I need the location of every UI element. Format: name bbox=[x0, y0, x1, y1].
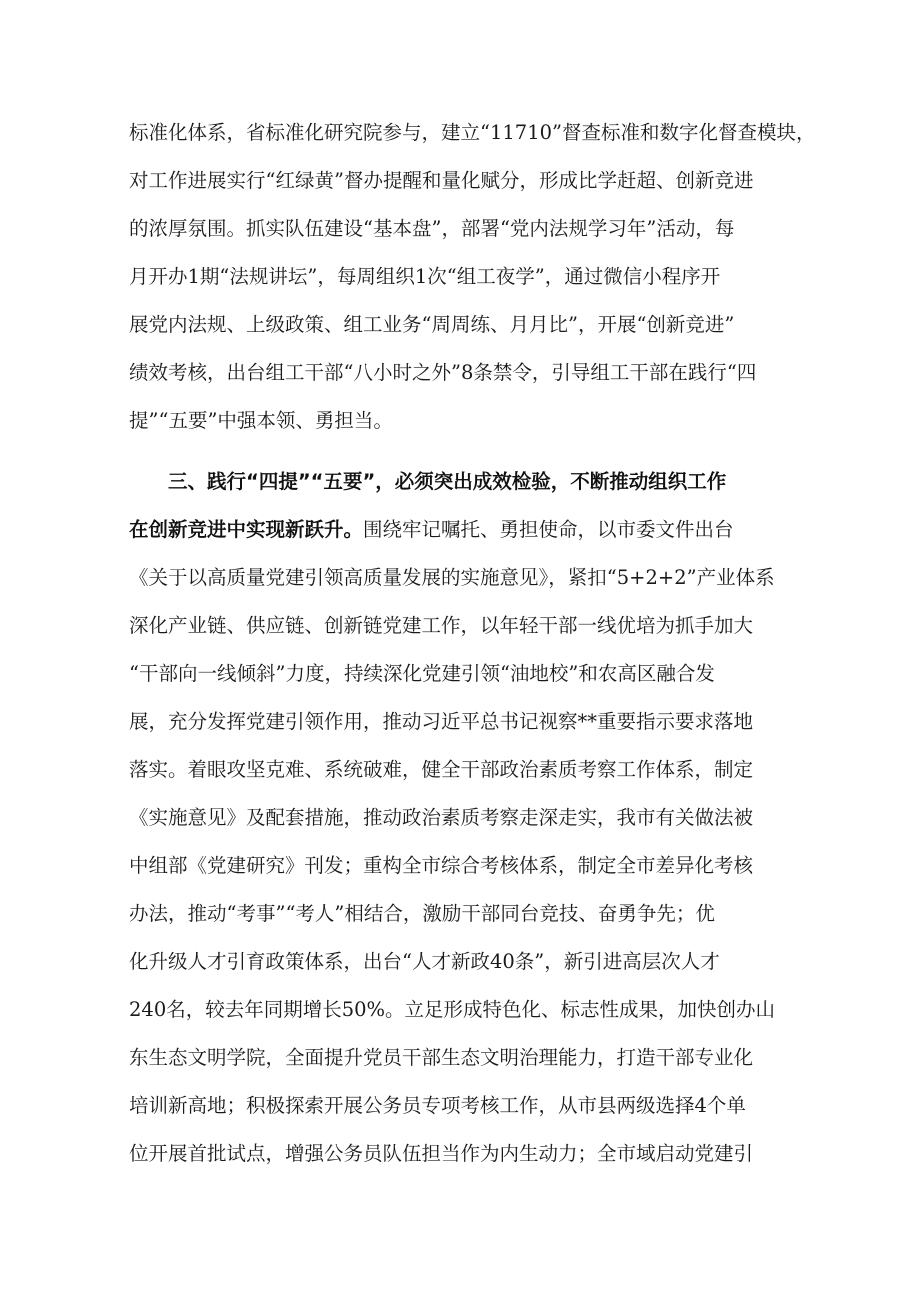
paragraph-1-line: 提”“五要”中强本领、勇担当。 bbox=[129, 409, 393, 432]
paragraph-2-line: 培训新高地；积极探索开展公务员专项考核工作，从市县两级选择4个单 bbox=[129, 1094, 746, 1117]
paragraph-2-line: 240名，较去年同期增长50%。立足形成特色化、标志性成果，加快创办山 bbox=[129, 998, 776, 1021]
paragraph-1 bbox=[129, 109, 815, 445]
paragraph-1-line: 月开办1期“法规讲坛”，每周组织1次“组工夜学”，通过微信小程序开 bbox=[129, 265, 721, 288]
section-heading: 三、践行“四提”“五要”，必须突出成效检验，不断推动组织工作 bbox=[168, 470, 727, 493]
paragraph-2-line: 《实施意见》及配套措施，推动政治素质考察走深走实，我市有关做法被 bbox=[129, 806, 754, 829]
paragraph-2-line bbox=[129, 506, 775, 554]
paragraph-2-line: 化升级人才引育政策体系，出台“人才新政40条”，新引进高层次人才 bbox=[129, 950, 720, 973]
section-heading-continued: 在创新竞进中实现新跃升。 bbox=[129, 518, 364, 541]
paragraph-1-line: 的浓厚氛围。抓实队伍建设“基本盘”，部署“党内法规学习年”活动，每 bbox=[129, 217, 735, 240]
paragraph-2-line: 办法，推动“考事”“考人”相结合，激励干部同台竞技、奋勇争先；优 bbox=[129, 902, 715, 925]
paragraph-2-line: “干部向一线倾斜”力度，持续深化党建引领“油地校”和农高区融合发 bbox=[129, 662, 715, 685]
paragraph-2-line: 落实。着眼攻坚克难、系统破难，健全干部政治素质考察工作体系，制定 bbox=[129, 758, 754, 781]
paragraph-2-line: 东生态文明学院，全面提升党员干部生态文明治理能力，打造干部专业化 bbox=[129, 1046, 754, 1069]
paragraph-2-line-rest: 围绕牢记嘱托、勇担使命，以市委文件出台 bbox=[363, 518, 734, 541]
paragraph-2-line: 深化产业链、供应链、创新链党建工作，以年轻干部一线优培为抓手加大 bbox=[129, 614, 754, 637]
paragraph-2-line: 展，充分发挥党建引领作用，推动习近平总书记视察**重要指示要求落地 bbox=[129, 710, 754, 733]
paragraph-2-line: 位开展首批试点，增强公务员队伍担当作为内生动力；全市域启动党建引 bbox=[129, 1142, 754, 1165]
paragraph-1-line: 标准化体系，省标准化研究院参与，建立“11710”督查标准和数字化督查模块， bbox=[129, 121, 816, 144]
paragraph-1-line: 绩效考核，出台组工干部“八小时之外”8条禁令，引导组工干部在践行“四 bbox=[129, 361, 757, 384]
paragraph-2 bbox=[129, 458, 775, 1178]
paragraph-2-line: 中组部《党建研究》刊发；重构全市综合考核体系，制定全市差异化考核 bbox=[129, 854, 754, 877]
paragraph-1-line: 对工作进展实行“红绿黄”督办提醒和量化赋分，形成比学赶超、创新竞进 bbox=[129, 169, 754, 192]
paragraph-1-line: 展党内法规、上级政策、组工业务“周周练、月月比”，开展“创新竞进” bbox=[129, 313, 735, 336]
paragraph-2-line: 《关于以高质量党建引领高质量发展的实施意见》，紧扣“5+2+2”产业体系 bbox=[129, 566, 775, 589]
